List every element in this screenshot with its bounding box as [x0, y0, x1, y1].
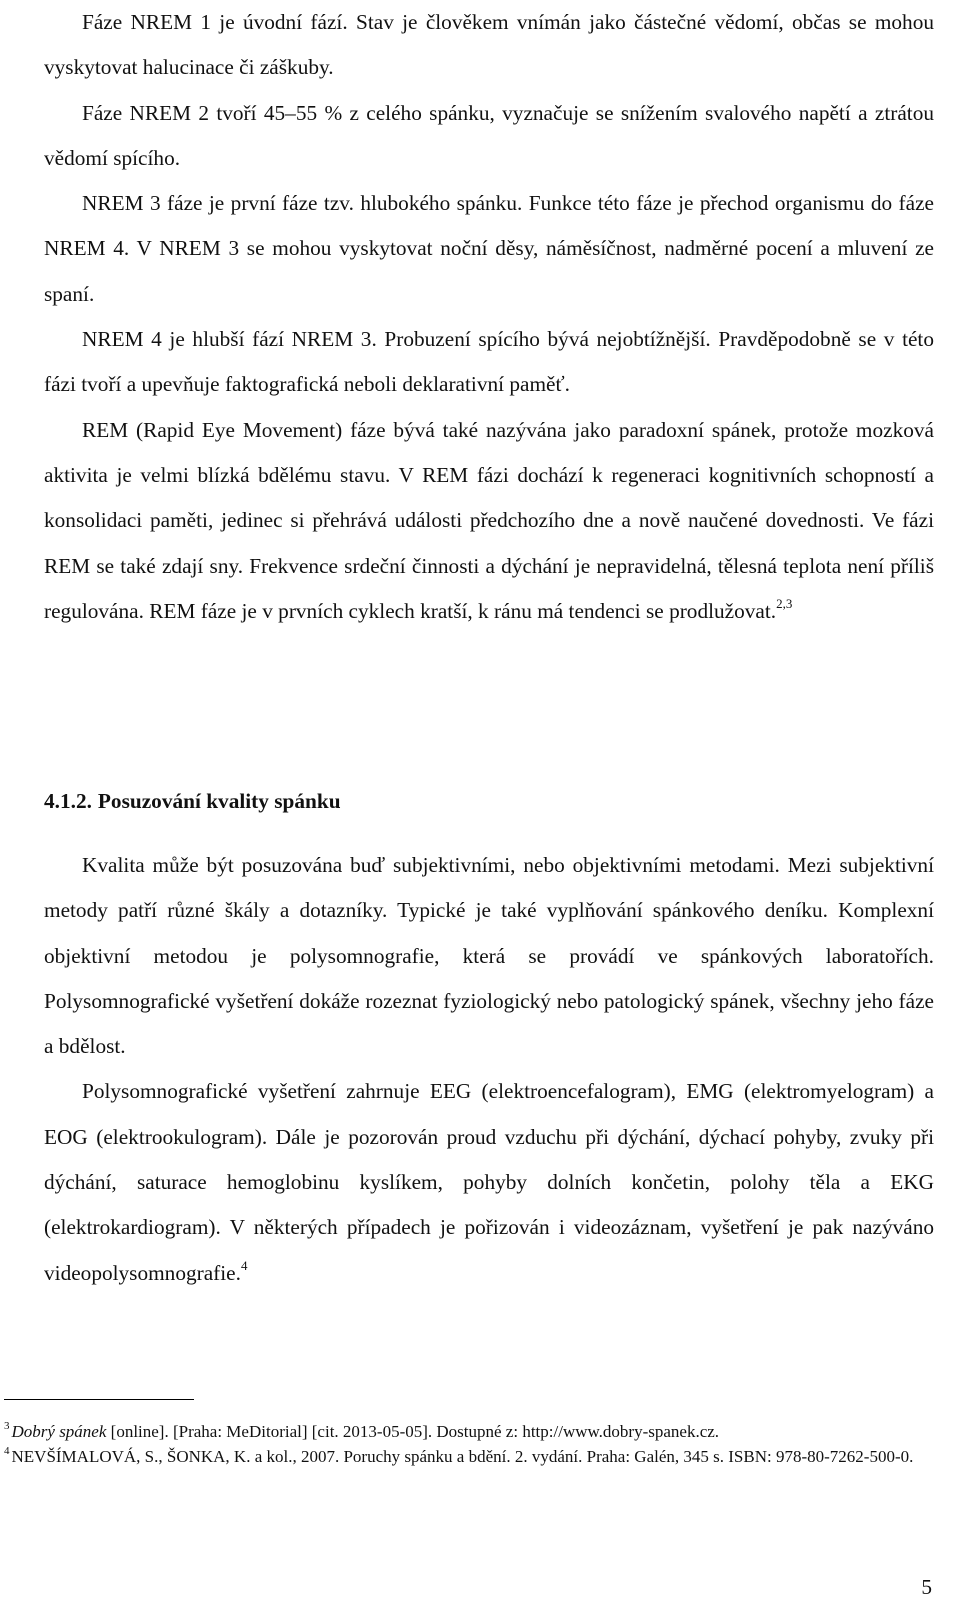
paragraph-rem: REM (Rapid Eye Movement) fáze bývá také nazývána jako paradoxní spánek, protože mozková aktivita je velmi blízká bdělému stavu. V REM fázi dochází k regeneraci kognitivních schopností a konsolidaci paměti, jedinec si přehrává události předchozího dne a nově naučené dovednosti. Ve fázi REM se také zdají sny. Frekvence srdeční činnosti a dýchání je nepravidelná, tělesná teplota není příliš regulována. REM fáze je v prvních cyklech kratší, k ránu má tendenci se prodlužovat.$^{2,3}$ — [44, 417, 934, 623]
body-text-bottom — [44, 843, 934, 1296]
paragraph-quality: Kvalita může být posuzována buď subjektivními, nebo objektivními metodami. Mezi subjektivní metody patří různé škály a dotazníky. Typické je také vyplňování spánkového deníku. Komplexní objektivní metodou je polysomnografie, která se provádí ve spánkových laboratořích. Polysomnografické vyšetření dokáže rozeznat fyziologický nebo patologický spánek, všechny jeho fáze a bdělost. — [44, 853, 934, 1059]
paragraph-nrem3: NREM 3 fáze je první fáze tzv. hlubokého spánku. Funkce této fáze je přechod organismu do fáze NREM 4. V NREM 3 se mohou vyskytovat noční děsy, náměsíčnost, nadměrné pocení a mluvení ze spaní. — [44, 191, 934, 306]
footnote-source-title: Dobrý spánek — [11, 1422, 107, 1441]
footnote-3: $^3$ Dobrý spánek [online]. [Praha: MeDitorial] [cit. 2013-05-05]. Dostupné z: http://www.dobry-spanek.cz. — [4, 1420, 720, 1441]
footnote-4: $^4$ NEVŠÍMALOVÁ, S., ŠONKA, K. a kol., 2007. Poruchy spánku a bdění. 2. vydání. Praha: Galén, 345 s. ISBN: 978-80-7262-500-0. — [4, 1445, 914, 1466]
section-number: 4.1.2. — [44, 789, 92, 813]
footnote-ref-2-3: 2,3 — [776, 595, 793, 611]
paragraph-polysomnography: Polysomnografické vyšetření zahrnuje EEG (elektroencefalogram), EMG (elektromyelogram) a EOG (elektrookulogram). Dále je pozorován proud vzduchu při dýchání, dýchací pohyby, zvuky při dýchání, saturace hemoglobinu kyslíkem, pohyby dolních končetin, polohy těla a EKG (elektrokardiogram). V některých případech je pořizován i videozáznam, vyšetření je pak nazýváno videopolysomnografie.$^4$ — [44, 1079, 934, 1285]
footnote-mark: 4 — [4, 1445, 10, 1458]
footnote-separator — [4, 1399, 194, 1400]
footnote-ref-4: 4 — [240, 1257, 248, 1273]
paragraph-nrem2: Fáze NREM 2 tvoří 45–55 % z celého spánku, vyznačuje se snížením svalového napětí a ztrátou vědomí spícího. — [44, 100, 934, 170]
section-title: Posuzování kvality spánku — [97, 789, 341, 813]
footnote-mark: 3 — [4, 1420, 10, 1433]
paragraph-nrem1: Fáze NREM 1 je úvodní fází. Stav je člověkem vnímán jako částečné vědomí, občas se mohou vyskytovat halucinace či záškuby. — [44, 10, 934, 80]
footnotes — [4, 1419, 940, 1469]
section-heading — [44, 786, 341, 816]
body-text-top — [44, 0, 934, 634]
page-number: 5 — [921, 1575, 932, 1599]
paragraph-nrem4: NREM 4 je hlubší fází NREM 3. Probuzení spícího bývá nejobtížnější. Pravděpodobně se v této fázi tvoří a upevňuje faktografická neboli deklarativní paměť. — [44, 327, 934, 397]
